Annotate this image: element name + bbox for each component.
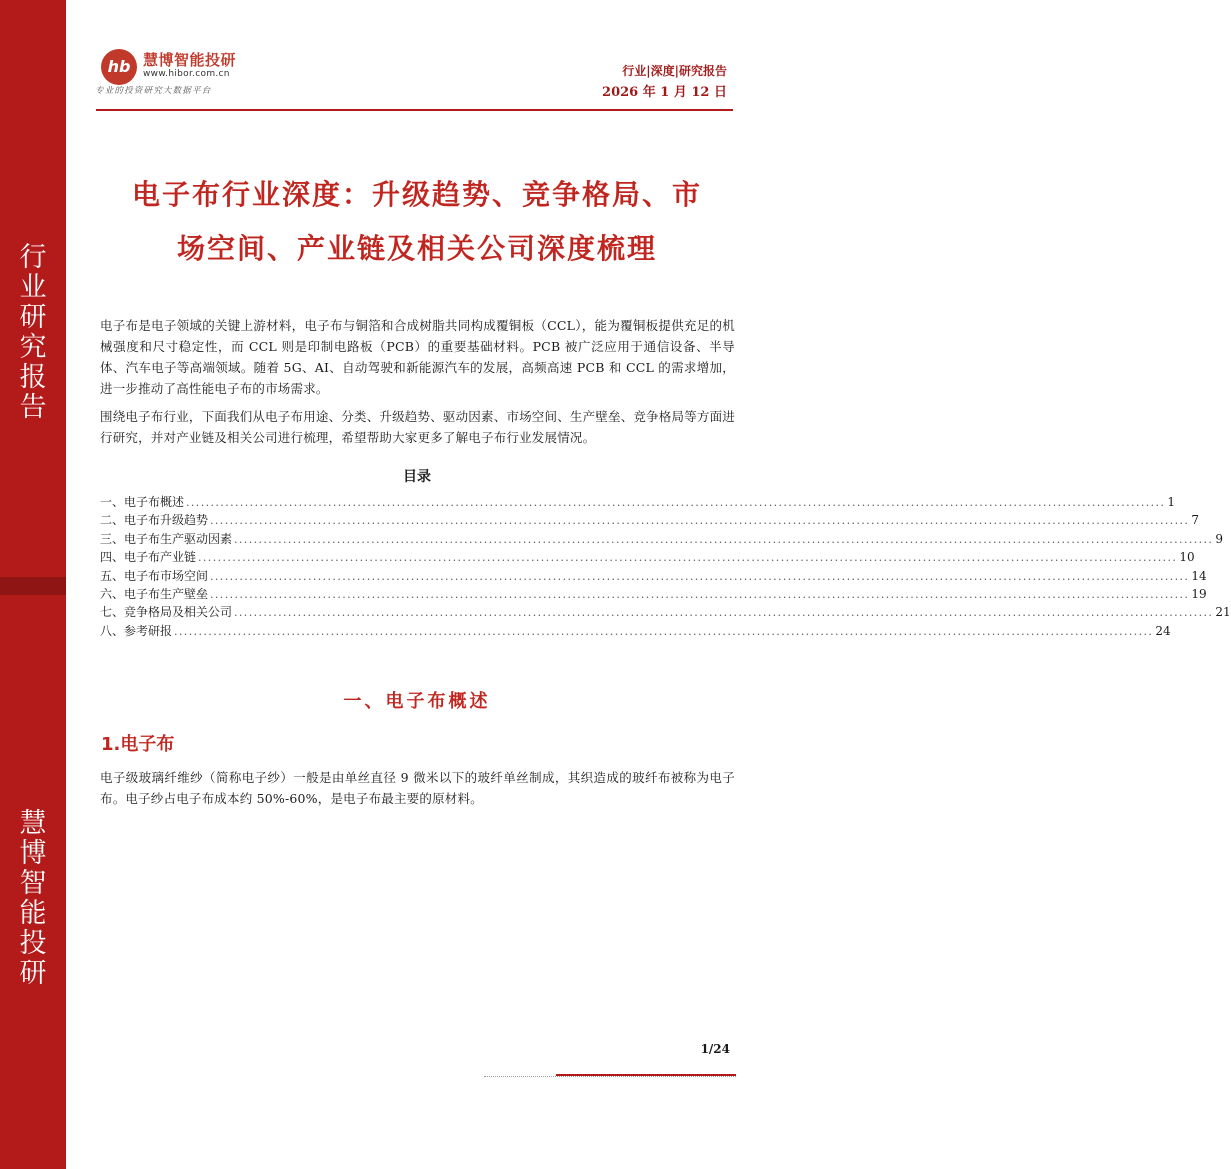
toc-item[interactable]: [100, 622, 1171, 640]
title-line-1: 电子布行业深度：升级趋势、竞争格局、市: [131, 178, 702, 211]
toc-leader-dots: ........................................................................................................................................................................................................: [234, 606, 1214, 620]
toc-item-page: 21: [1215, 605, 1231, 620]
header-divider: [96, 109, 733, 111]
toc-item[interactable]: [100, 548, 1195, 566]
footer-rule: [556, 1074, 736, 1076]
toc-item[interactable]: [100, 530, 1223, 548]
logo-mark-icon: hb: [101, 49, 137, 85]
toc-item-label: 六、电子布生产壁垒: [100, 586, 209, 601]
section-heading: 一、电子布概述: [343, 691, 491, 712]
toc-leader-dots: ........................................................................................................................................................................................................: [198, 551, 1178, 565]
toc-item-page: 10: [1179, 550, 1195, 565]
toc-leader-dots: ........................................................................................................................................................................................................: [174, 624, 1154, 638]
toc-leader-dots: ........................................................................................................................................................................................................: [186, 496, 1166, 509]
sub-heading: 1.电子布: [101, 734, 175, 755]
toc-item-page: 9: [1215, 531, 1223, 546]
toc-leader-dots: ........................................................................................................................................................................................................: [210, 587, 1190, 601]
toc-item-label: 八、参考研报: [100, 623, 173, 638]
toc-item[interactable]: [100, 567, 1207, 585]
sidebar-divider: [0, 577, 66, 595]
toc-item[interactable]: [100, 603, 1231, 621]
toc-item-label: 一、电子布概述: [100, 495, 185, 509]
toc-item-page: 19: [1191, 586, 1207, 601]
toc-item-label: 三、电子布生产驱动因素: [100, 531, 233, 546]
toc-item-page: 24: [1155, 623, 1171, 638]
toc-item[interactable]: [100, 511, 1199, 529]
sidebar-top-label: 行 业 研 究 报 告: [19, 242, 47, 423]
document-title: [100, 168, 734, 276]
toc-item-label: 五、电子布市场空间: [100, 568, 209, 583]
toc-leader-dots: ........................................................................................................................................................................................................: [234, 532, 1214, 546]
title-line-2: 场空间、产业链及相关公司深度梳理: [176, 232, 657, 265]
toc-leader-dots: ........................................................................................................................................................................................................: [210, 514, 1190, 528]
toc-item[interactable]: [100, 493, 1175, 511]
table-of-contents: [100, 493, 1231, 640]
toc-leader-dots: ........................................................................................................................................................................................................: [210, 569, 1190, 583]
toc-item[interactable]: [100, 585, 1207, 603]
toc-item-label: 四、电子布产业链: [100, 550, 197, 565]
toc-item-page: 14: [1191, 568, 1207, 583]
toc-item-label: 二、电子布升级趋势: [100, 513, 209, 528]
sidebar-bottom-label: 慧 博 智 能 投 研: [19, 808, 47, 989]
intro-paragraph-1: 电子布是电子领域的关键上游材料，电子布与铜箔和合成树脂共同构成覆铜板（CCL），能为覆铜板提供充足的机械强度和尺寸稳定性，而 CCL 则是印制电路板（PCB）的重要基础材料。PCB 被广泛应用于通信设备、半导体、汽车电子等高端领域。随着 5G、AI、自动驾驶和新能源汽车的发展，高频高速 PCB 和 CCL 的需求增加，进一步推动了高性能电子布的市场需求。: [100, 318, 735, 396]
report-date: 2026 年 1 月 12 日: [602, 85, 727, 100]
logo-url: www.hibor.com.cn: [143, 69, 230, 79]
sidebar: [0, 0, 66, 1169]
toc-title: 目录: [403, 469, 431, 485]
intro-paragraph-2: 围绕电子布行业，下面我们从电子布用途、分类、升级趋势、驱动因素、市场空间、生产壁垒、竞争格局等方面进行研究，并对产业链及相关公司进行梳理，希望帮助大家更多了解电子布行业发展情况。: [100, 409, 736, 445]
logo-name: 慧博智能投研: [143, 51, 237, 69]
footer-dotted-rule: [484, 1076, 736, 1077]
toc-item-label: 七、竞争格局及相关公司: [100, 605, 233, 620]
logo: [95, 47, 261, 97]
toc-item-page: 1: [1167, 495, 1175, 509]
report-type: 行业|深度|研究报告: [622, 64, 727, 78]
section-paragraph: 电子级玻璃纤维纱（简称电子纱）一般是由单丝直径 9 微米以下的玻纤单丝制成，其织造成的玻纤布被称为电子布。电子纱占电子布成本约 50%-60%，是电子布最主要的原材料。: [100, 770, 735, 806]
toc-item-page: 7: [1191, 513, 1199, 528]
page-number: 1/24: [700, 1042, 730, 1056]
logo-slogan: 专业的投资研究大数据平台: [95, 86, 212, 96]
